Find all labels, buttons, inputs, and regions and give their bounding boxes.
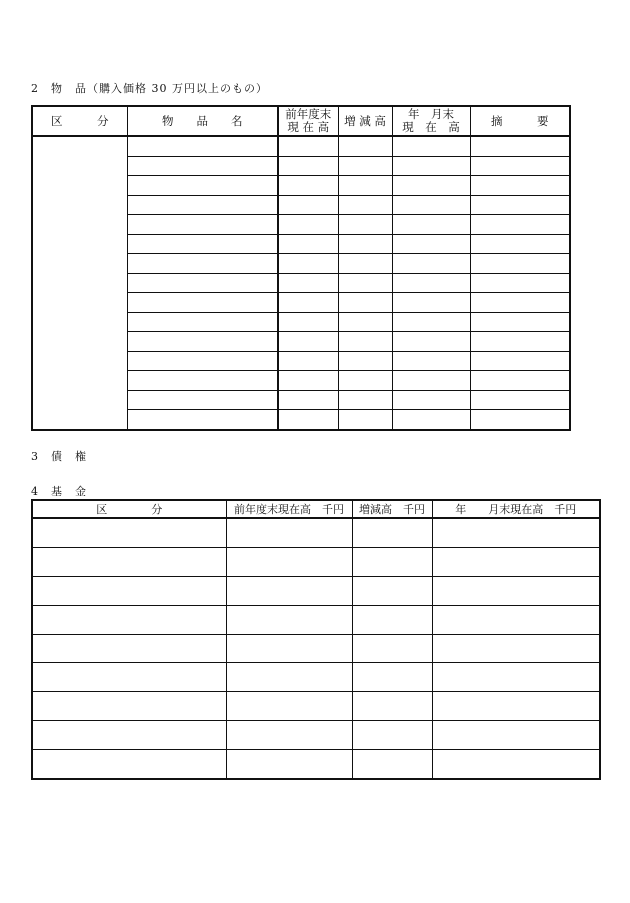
prev-balance-cell[interactable] xyxy=(278,215,338,235)
change-cell[interactable] xyxy=(338,390,392,410)
prev-balance-cell[interactable] xyxy=(278,176,338,196)
current-balance-cell[interactable] xyxy=(392,332,470,352)
remarks-cell[interactable] xyxy=(470,195,570,215)
col-header-prev-year-balance xyxy=(278,106,338,136)
remarks-cell[interactable] xyxy=(470,351,570,371)
item-name-cell[interactable] xyxy=(127,215,278,235)
item-name-cell[interactable] xyxy=(127,312,278,332)
col-header-item-name: 物 品 名 xyxy=(127,106,278,136)
prev-balance-cell[interactable] xyxy=(226,576,352,605)
remarks-cell[interactable] xyxy=(470,410,570,430)
prev-balance-cell[interactable] xyxy=(226,518,352,547)
change-cell[interactable] xyxy=(352,576,432,605)
current-balance-cell[interactable] xyxy=(392,136,470,156)
col-header-current-balance xyxy=(392,106,470,136)
prev-balance-cell[interactable] xyxy=(278,273,338,293)
kubun-cell[interactable] xyxy=(32,663,226,692)
change-cell[interactable] xyxy=(338,410,392,430)
prev-balance-cell[interactable] xyxy=(278,254,338,274)
change-cell[interactable] xyxy=(338,176,392,196)
kubun-cell[interactable] xyxy=(32,634,226,663)
section-3-heading: 3 債 権 xyxy=(31,450,87,463)
fund-table-row xyxy=(32,750,600,779)
change-cell[interactable] xyxy=(352,692,432,721)
col-header-prev-line1: 前年度末 xyxy=(285,107,332,121)
prev-balance-cell[interactable] xyxy=(278,351,338,371)
col-header-current-line2: 現 在 高 xyxy=(402,120,460,134)
current-balance-cell[interactable] xyxy=(432,576,600,605)
change-cell[interactable] xyxy=(338,195,392,215)
item-name-cell[interactable] xyxy=(127,195,278,215)
col-header-kubun: 区 分 xyxy=(32,106,127,136)
prev-balance-cell[interactable] xyxy=(226,605,352,634)
current-balance-cell[interactable] xyxy=(432,547,600,576)
current-balance-cell[interactable] xyxy=(392,351,470,371)
fund-table xyxy=(31,499,601,780)
kubun-cell[interactable] xyxy=(32,576,226,605)
prev-balance-cell[interactable] xyxy=(278,410,338,430)
prev-balance-cell[interactable] xyxy=(278,156,338,176)
change-cell[interactable] xyxy=(338,351,392,371)
prev-balance-cell[interactable] xyxy=(278,312,338,332)
change-cell[interactable] xyxy=(352,518,432,547)
goods-table xyxy=(31,105,571,431)
col-header-change: 増 減 高 xyxy=(338,106,392,136)
fund-table-row xyxy=(32,605,600,634)
change-cell[interactable] xyxy=(338,136,392,156)
remarks-cell[interactable] xyxy=(470,254,570,274)
change-cell[interactable] xyxy=(352,634,432,663)
remarks-cell[interactable] xyxy=(470,390,570,410)
col-header-remarks: 摘 要 xyxy=(470,106,570,136)
change-cell[interactable] xyxy=(352,663,432,692)
remarks-cell[interactable] xyxy=(470,136,570,156)
current-balance-cell[interactable] xyxy=(392,293,470,313)
kubun-cell[interactable] xyxy=(32,692,226,721)
item-name-cell[interactable] xyxy=(127,293,278,313)
fund-table-row xyxy=(32,721,600,750)
prev-balance-cell[interactable] xyxy=(278,234,338,254)
prev-balance-cell[interactable] xyxy=(278,195,338,215)
prev-balance-cell[interactable] xyxy=(226,750,352,779)
item-name-cell[interactable] xyxy=(127,234,278,254)
current-balance-cell[interactable] xyxy=(392,195,470,215)
goods-table-row xyxy=(32,136,570,156)
current-balance-cell[interactable] xyxy=(392,215,470,235)
item-name-cell[interactable] xyxy=(127,351,278,371)
item-name-cell[interactable] xyxy=(127,273,278,293)
fund-table-row xyxy=(32,663,600,692)
prev-balance-cell[interactable] xyxy=(226,634,352,663)
col-header-current-balance: 年 月末現在高 千円 xyxy=(432,500,600,518)
remarks-cell[interactable] xyxy=(470,215,570,235)
remarks-cell[interactable] xyxy=(470,293,570,313)
item-name-cell[interactable] xyxy=(127,390,278,410)
fund-table-row xyxy=(32,634,600,663)
col-header-change: 増減高 千円 xyxy=(352,500,432,518)
item-name-cell[interactable] xyxy=(127,176,278,196)
change-cell[interactable] xyxy=(338,215,392,235)
current-balance-cell[interactable] xyxy=(432,634,600,663)
change-cell[interactable] xyxy=(338,332,392,352)
prev-balance-cell[interactable] xyxy=(226,721,352,750)
current-balance-cell[interactable] xyxy=(392,371,470,391)
current-balance-cell[interactable] xyxy=(392,390,470,410)
change-cell[interactable] xyxy=(338,234,392,254)
section-2-heading: 2 物 品（購入価格 30 万円以上のもの） xyxy=(31,82,268,95)
prev-balance-cell[interactable] xyxy=(278,390,338,410)
current-balance-cell[interactable] xyxy=(392,176,470,196)
prev-balance-cell[interactable] xyxy=(278,371,338,391)
remarks-cell[interactable] xyxy=(470,176,570,196)
prev-balance-cell[interactable] xyxy=(226,663,352,692)
change-cell[interactable] xyxy=(338,293,392,313)
current-balance-cell[interactable] xyxy=(432,721,600,750)
change-cell[interactable] xyxy=(338,312,392,332)
item-name-cell[interactable] xyxy=(127,136,278,156)
fund-table-row xyxy=(32,692,600,721)
goods-table-header xyxy=(32,106,570,136)
col-header-kubun: 区 分 xyxy=(32,500,226,518)
item-name-cell[interactable] xyxy=(127,410,278,430)
fund-table-row xyxy=(32,576,600,605)
remarks-cell[interactable] xyxy=(470,273,570,293)
current-balance-cell[interactable] xyxy=(432,692,600,721)
change-cell[interactable] xyxy=(352,605,432,634)
col-header-current-line1: 年 月末 xyxy=(408,107,454,121)
fund-table-row xyxy=(32,518,600,547)
fund-table-row xyxy=(32,547,600,576)
remarks-cell[interactable] xyxy=(470,234,570,254)
change-cell[interactable] xyxy=(338,371,392,391)
prev-balance-cell[interactable] xyxy=(278,332,338,352)
prev-balance-cell[interactable] xyxy=(226,692,352,721)
change-cell[interactable] xyxy=(338,254,392,274)
current-balance-cell[interactable] xyxy=(432,518,600,547)
prev-balance-cell[interactable] xyxy=(278,136,338,156)
col-header-prev-line2: 現 在 高 xyxy=(287,120,330,134)
current-balance-cell[interactable] xyxy=(432,663,600,692)
kubun-cell[interactable] xyxy=(32,518,226,547)
remarks-cell[interactable] xyxy=(470,312,570,332)
current-balance-cell[interactable] xyxy=(392,156,470,176)
item-name-cell[interactable] xyxy=(127,254,278,274)
current-balance-cell[interactable] xyxy=(392,254,470,274)
kubun-cell[interactable] xyxy=(32,605,226,634)
kubun-cell[interactable] xyxy=(32,750,226,779)
item-name-cell[interactable] xyxy=(127,156,278,176)
kubun-cell[interactable] xyxy=(32,136,127,430)
fund-table-header xyxy=(32,500,600,518)
remarks-cell[interactable] xyxy=(470,332,570,352)
current-balance-cell[interactable] xyxy=(392,312,470,332)
section-4-heading: 4 基 金 xyxy=(31,485,87,498)
current-balance-cell[interactable] xyxy=(392,410,470,430)
prev-balance-cell[interactable] xyxy=(278,293,338,313)
current-balance-cell[interactable] xyxy=(392,234,470,254)
kubun-cell[interactable] xyxy=(32,547,226,576)
change-cell[interactable] xyxy=(352,721,432,750)
current-balance-cell[interactable] xyxy=(392,273,470,293)
item-name-cell[interactable] xyxy=(127,332,278,352)
kubun-cell[interactable] xyxy=(32,721,226,750)
item-name-cell[interactable] xyxy=(127,371,278,391)
change-cell[interactable] xyxy=(352,547,432,576)
current-balance-cell[interactable] xyxy=(432,750,600,779)
change-cell[interactable] xyxy=(338,273,392,293)
current-balance-cell[interactable] xyxy=(432,605,600,634)
col-header-prev-year-balance: 前年度末現在高 千円 xyxy=(226,500,352,518)
remarks-cell[interactable] xyxy=(470,156,570,176)
change-cell[interactable] xyxy=(338,156,392,176)
prev-balance-cell[interactable] xyxy=(226,547,352,576)
remarks-cell[interactable] xyxy=(470,371,570,391)
change-cell[interactable] xyxy=(352,750,432,779)
